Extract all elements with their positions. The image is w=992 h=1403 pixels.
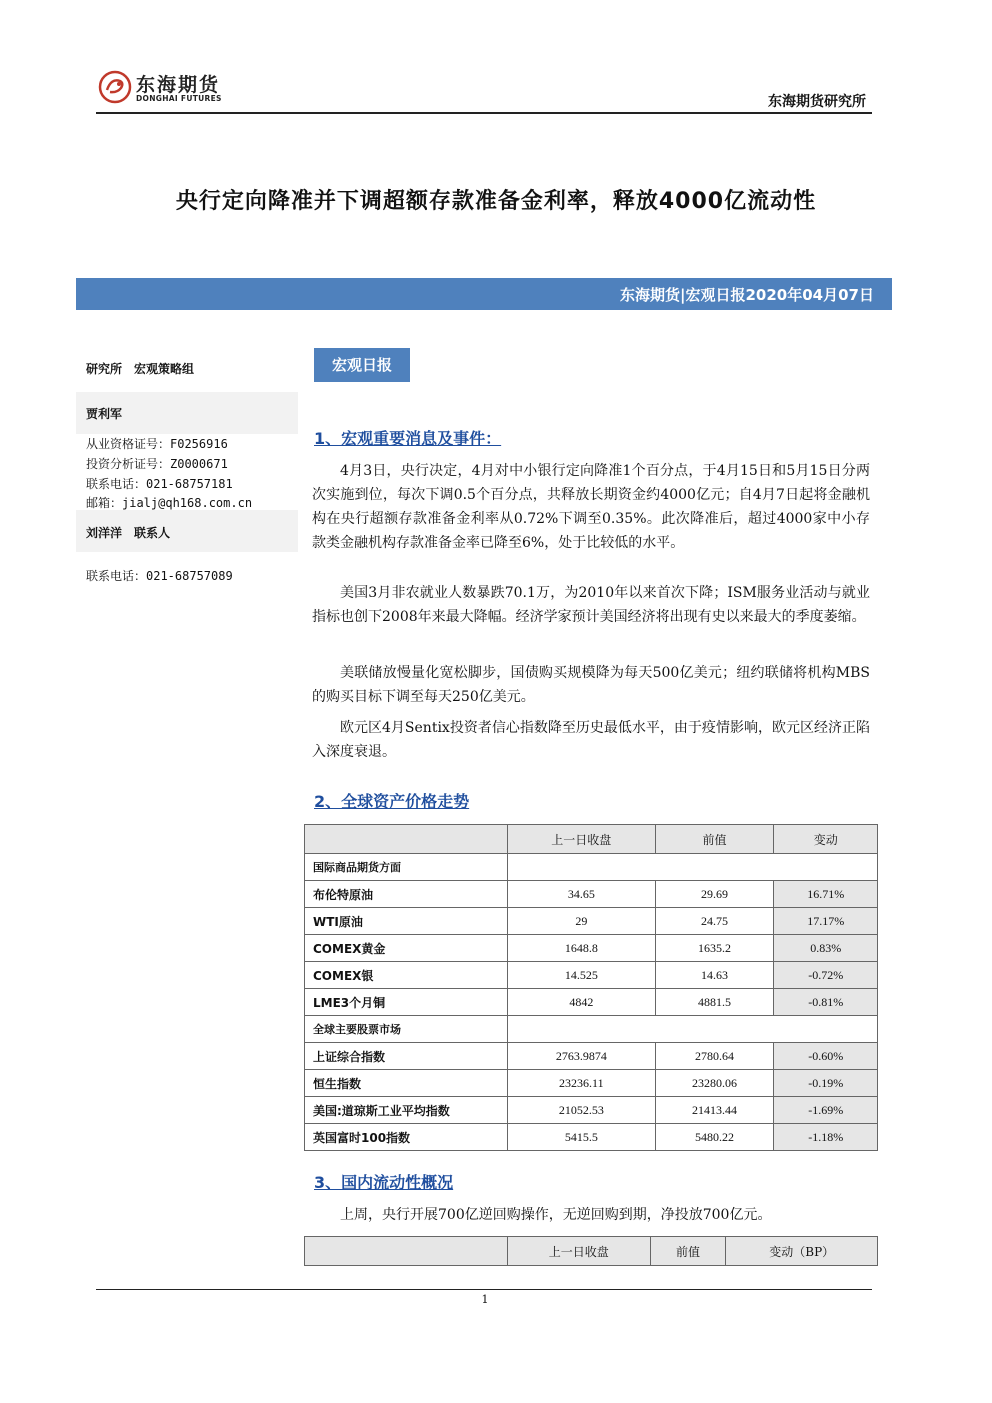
row-name: 上证综合指数 [305, 1043, 508, 1070]
header-blank [305, 825, 508, 854]
institute-label: 东海期货研究所 [768, 94, 866, 110]
sidebar-dept: 研究所 宏观策略组 [86, 362, 195, 376]
analyst-email: 邮箱：jialj@qh168.com.cn [86, 496, 253, 510]
category-label: 国际商品期货方面 [305, 854, 508, 881]
table-row [305, 1070, 878, 1097]
row-close: 14.525 [508, 962, 656, 989]
category-blank [508, 854, 878, 881]
analyst2-phone: 联系电话：021-68757089 [86, 569, 233, 583]
paragraph-2: 美国3月非农就业人数暴跌70.1万，为2010年以来首次下降；ISM服务业活动与就业指标也创下2008年来最大降幅。经济学家预计美国经济将出现有史以来最大的季度萎缩。 [312, 585, 870, 625]
header-divider [96, 112, 872, 114]
category-blank [508, 1016, 878, 1043]
analyst-cert: 投资分析证号：Z0000671 [86, 457, 228, 471]
header-close: 上一日收盘 [508, 825, 656, 854]
report-banner [76, 278, 892, 310]
analyst-name-1: 贾利军 [86, 407, 123, 421]
header-change: 变动 [774, 825, 878, 854]
table-header-row [305, 825, 878, 854]
table-row [305, 881, 878, 908]
row-prev: 23280.06 [655, 1070, 774, 1097]
row-name: 美国:道琼斯工业平均指数 [305, 1097, 508, 1124]
header-blank [305, 1237, 508, 1266]
table-header-row [305, 1237, 878, 1266]
company-logo [98, 68, 238, 108]
row-prev: 4881.5 [655, 989, 774, 1016]
header-prev: 前值 [650, 1237, 726, 1266]
category-label: 全球主要股票市场 [305, 1016, 508, 1043]
row-close: 2763.9874 [508, 1043, 656, 1070]
row-change: -0.19% [774, 1070, 878, 1097]
footer-divider [96, 1289, 872, 1290]
row-name: COMEX银 [305, 962, 508, 989]
row-close: 21052.53 [508, 1097, 656, 1124]
header-change: 变动（BP） [726, 1237, 878, 1266]
paragraph-4: 欧元区4月Sentix投资者信心指数降至历史最低水平，由于疫情影响，欧元区经济正陷入深度衰退。 [312, 720, 870, 760]
paragraph-5: 上周，央行开展700亿逆回购操作，无逆回购到期，净投放700亿元。 [340, 1207, 772, 1223]
logo-text-cn: 东海期货 [136, 74, 221, 96]
analyst-phone: 联系电话：021-68757181 [86, 477, 233, 491]
dragon-logo-icon [98, 70, 132, 104]
row-change: -0.81% [774, 989, 878, 1016]
paragraph-1: 4月3日，央行决定，4月对中小银行定向降准1个百分点，于4月15日和5月15日分两次实施到位，每次下调0.5个百分点，共释放长期资金约4000亿元；自4月7日起将金融机构在央行超额存款准备金利率从0.72%下调至0.35%。此次降准后，超过4000家中小存款类金融机构存款准备金率已降至6%，处于比较低的水平。 [312, 463, 870, 551]
row-name: WTI原油 [305, 908, 508, 935]
table-row [305, 989, 878, 1016]
liquidity-table [304, 1236, 878, 1266]
row-close: 5415.5 [508, 1124, 656, 1151]
table-row [305, 935, 878, 962]
report-type-tag: 宏观日报 [314, 348, 410, 382]
paragraph-3: 美联储放慢量化宽松脚步，国债购买规模降为每天500亿美元；纽约联储将机构MBS的购买目标下调至每天250亿美元。 [312, 665, 870, 705]
category-row [305, 1016, 878, 1043]
table-row [305, 1043, 878, 1070]
row-change: 16.71% [774, 881, 878, 908]
asset-price-table [304, 824, 878, 1151]
row-close: 34.65 [508, 881, 656, 908]
table-row [305, 962, 878, 989]
row-close: 4842 [508, 989, 656, 1016]
row-name: 英国富时100指数 [305, 1124, 508, 1151]
row-prev: 29.69 [655, 881, 774, 908]
row-prev: 1635.2 [655, 935, 774, 962]
row-name: 恒生指数 [305, 1070, 508, 1097]
row-change: -0.72% [774, 962, 878, 989]
table-row [305, 1124, 878, 1151]
row-prev: 5480.22 [655, 1124, 774, 1151]
row-change: -1.69% [774, 1097, 878, 1124]
report-title: 央行定向降准并下调超额存款准备金利率，释放4000亿流动性 [175, 189, 817, 214]
header-close: 上一日收盘 [508, 1237, 651, 1266]
table-row [305, 908, 878, 935]
section-heading-3: 3、国内流动性概况 [314, 1173, 454, 1192]
row-change: -0.60% [774, 1043, 878, 1070]
section-heading-1: 1、宏观重要消息及事件： [314, 429, 502, 448]
logo-text-en: DONGHAI FUTURES [136, 94, 222, 103]
row-prev: 24.75 [655, 908, 774, 935]
row-prev: 21413.44 [655, 1097, 774, 1124]
row-close: 1648.8 [508, 935, 656, 962]
row-change: -1.18% [774, 1124, 878, 1151]
analyst-name-2: 刘洋洋 联系人 [86, 526, 171, 540]
header-prev: 前值 [655, 825, 774, 854]
page-number: 1 [481, 1293, 489, 1306]
row-close: 23236.11 [508, 1070, 656, 1097]
category-row [305, 854, 878, 881]
banner-text: 东海期货|宏观日报2020年04月07日 [620, 286, 874, 304]
row-change: 0.83% [774, 935, 878, 962]
row-name: LME3个月铜 [305, 989, 508, 1016]
section-heading-2: 2、全球资产价格走势 [314, 792, 470, 811]
row-change: 17.17% [774, 908, 878, 935]
row-prev: 2780.64 [655, 1043, 774, 1070]
row-prev: 14.63 [655, 962, 774, 989]
table-row [305, 1097, 878, 1124]
row-name: COMEX黄金 [305, 935, 508, 962]
analyst-qualification: 从业资格证号：F0256916 [86, 437, 228, 451]
row-close: 29 [508, 908, 656, 935]
row-name: 布伦特原油 [305, 881, 508, 908]
